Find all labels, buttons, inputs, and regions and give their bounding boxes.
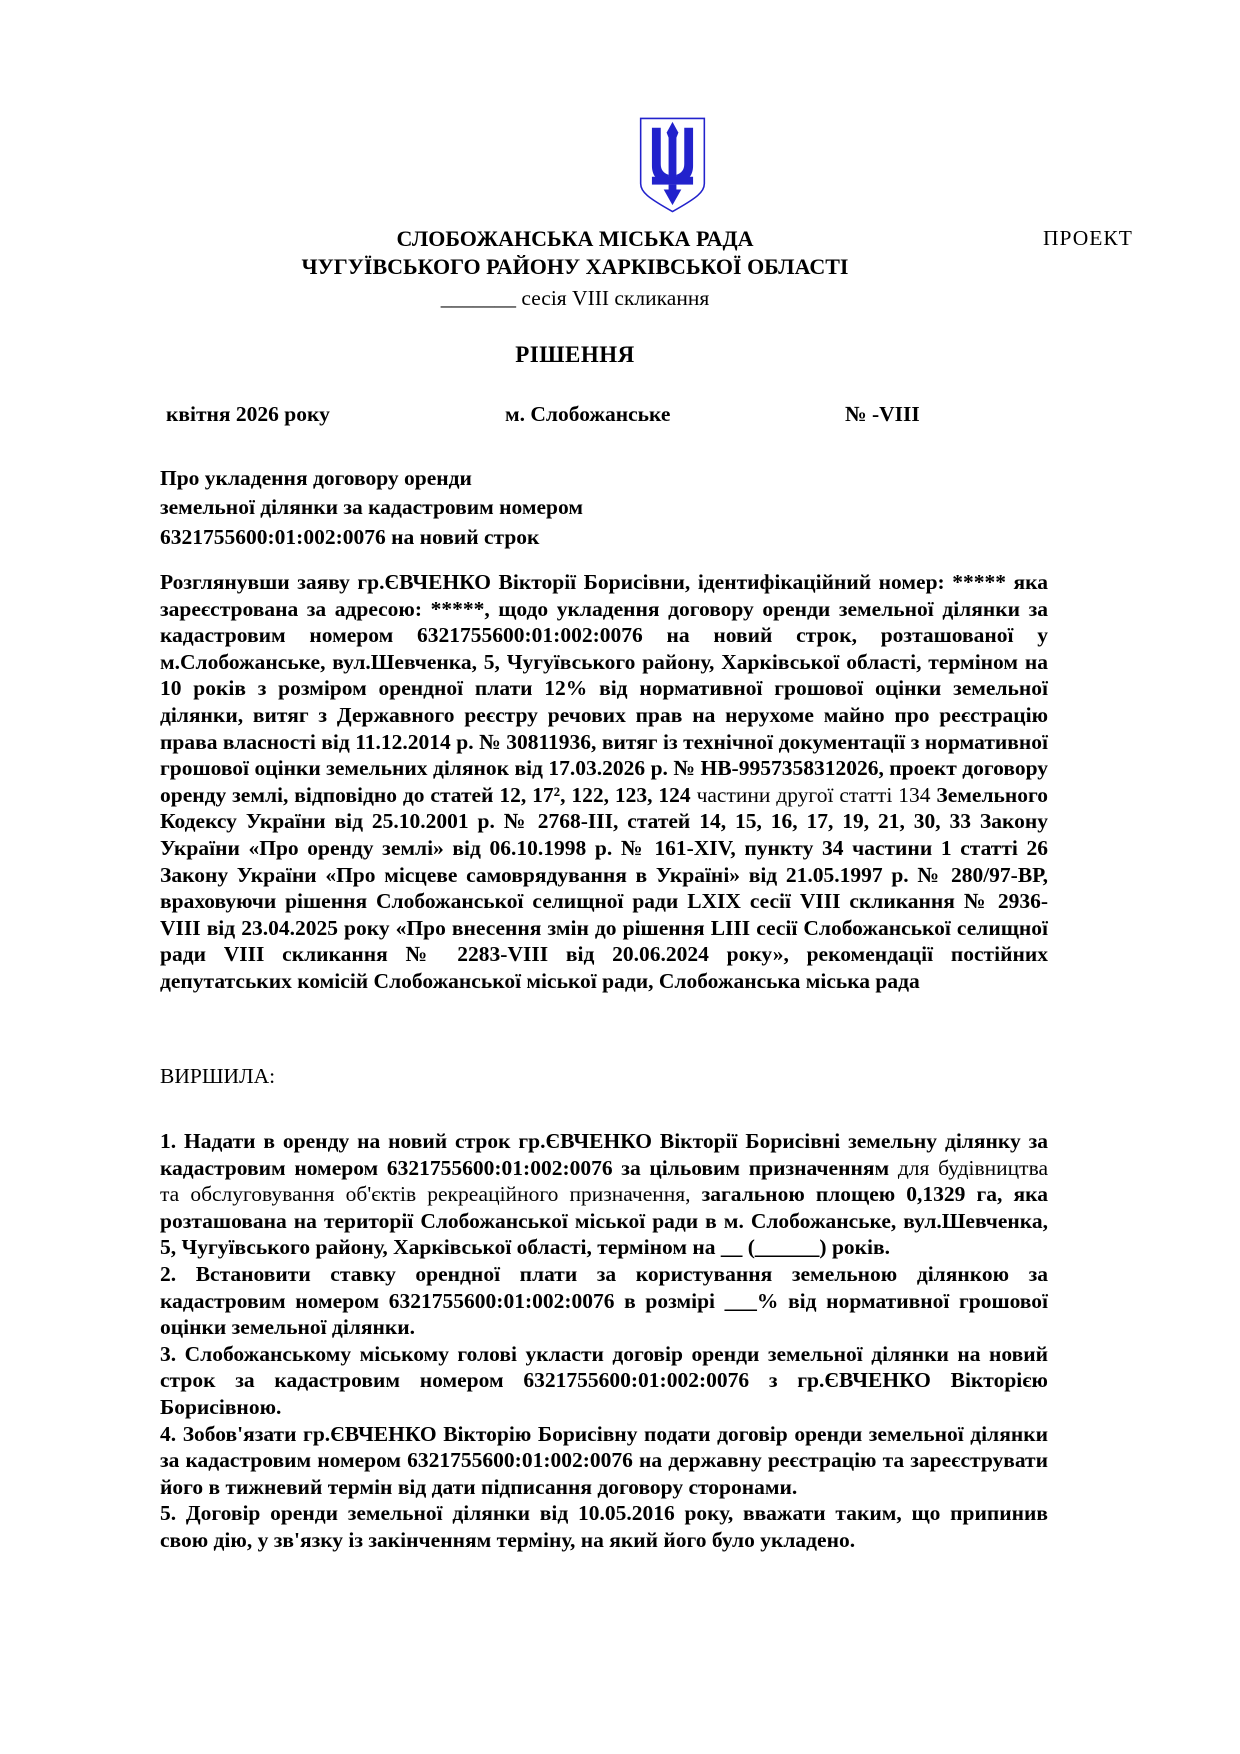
subject-line-3: 6321755600:01:002:0076 на новий строк [160, 524, 540, 549]
meta-row [160, 402, 1048, 430]
resolution-item-3: 3. Слобожанському міському голові укласти договір оренди земельної ділянки на новий строк за кадастровим номером 6321755600:01:002:0076 з гр.ЄВЧЕНКО Вікторією Борисівною. [160, 1341, 1048, 1419]
doc-type-title: РІШЕННЯ [515, 342, 635, 367]
preamble-paragraph: Розглянувши заяву гр.ЄВЧЕНКО Вікторії Борисівни, ідентифікаційний номер: ***** яка зареєстрована за адресою: *****, щодо укладення договору оренди земельної ділянки за кадастровим номером 6321755600:01:002:0076 на новий строк, розташованої у м.Слобожанське, вул.Шевченка, 5, Чугуївського району, Харківської області, терміном на 10 років з розміром орендної плати 12% від нормативної грошової оцінки земельної ділянки, витяг з Державного реєстру речових прав на нерухоме майно про реєстрацію права власності від 11.12.2014 р. № 30811936, витяг із технічної документації з нормативної грошової оцінки земельних ділянок від 17.03.2026 р. № НВ-9957358312026, проект договору оренду землі, відповідно до статей 12, 17², 122, 123, 124 частини другої статті 134 Земельного Кодексу України від 25.10.2001 р. № 2768-III, статей 14, 15, 16, 17, 19, 21, 30, 33 Закону України «Про оренду землі» від 06.10.1998 р. № 161-XIV, пункту 34 частини 1 статті 26 Закону України «Про місцеве самоврядування в Україні» від 21.05.1997 р. № 280/97-ВР, враховуючи рішення Слобожанської селищної ради LXIX сесії VIII скликання № 2936-VIII від 23.04.2025 року «Про внесення змін до рішення LIII сесії Слобожанської селищної ради VIII скликання № 2283-VIII від 20.06.2024 року», рекомендації постійних депутатських комісій Слобожанської міської ради, Слобожанська міська рада [160, 570, 1048, 993]
subject-block [160, 464, 1048, 552]
meta-date: квітня 2026 року [166, 402, 330, 426]
resolution-item-4: 4. Зобов'язати гр.ЄВЧЕНКО Вікторію Борисівну подати договір оренди земельної ділянки за кадастровим номером 6321755600:01:002:0076 на державну реєстрацію та зареєструвати його в тижневий термін від дати підписання договору сторонами. [160, 1421, 1048, 1499]
org-name: СЛОБОЖАНСЬКА МІСЬКА РАДА [396, 226, 754, 251]
subject-line-2: земельної ділянки за кадастровим номером [160, 495, 583, 520]
resolution-items [160, 1128, 1048, 1554]
document-body [160, 569, 1048, 1554]
resolution-item-1: 1. Надати в оренду на новий строк гр.ЄВЧЕНКО Вікторії Борисівні земельну ділянку за кадастровим номером 6321755600:01:002:0076 за цільовим призначенням для будівництва та обслуговування об'єктів рекреаційного призначення, загальною площею 0,1329 га, яка розташована на території Слобожанської міської ради в м. Слобожанське, вул.Шевченка, 5, Чугуївського району, Харківської області, терміном на __ (______) років. [160, 1129, 1048, 1260]
meta-number: № -VIII [845, 402, 920, 426]
org-region: ЧУГУЇВСЬКОГО РАЙОНУ ХАРКІВСЬКОЇ ОБЛАСТІ [301, 254, 849, 279]
document-header [160, 225, 990, 311]
tryzub-emblem-icon [639, 117, 706, 213]
subject-line-1: Про укладення договору оренди [160, 466, 472, 490]
project-label: ПРОЕКТ [1043, 226, 1133, 250]
meta-place: м. Слобожанське [505, 402, 671, 426]
session-line: _______ сесія VIII скликання [440, 286, 710, 310]
resolved-label: ВИРШИЛА: [160, 1064, 276, 1088]
resolution-item-5: 5. Договір оренди земельної ділянки від 10.05.2016 року, вважати таким, що припинив свою дію, у зв'язку із закінченням терміну, на який його було укладено. [160, 1501, 1048, 1552]
resolution-item-2: 2. Встановити ставку орендної плати за користування земельною ділянкою за кадастровим номером 6321755600:01:002:0076 в розмірі ___% від нормативної грошової оцінки земельної ділянки. [160, 1261, 1048, 1340]
